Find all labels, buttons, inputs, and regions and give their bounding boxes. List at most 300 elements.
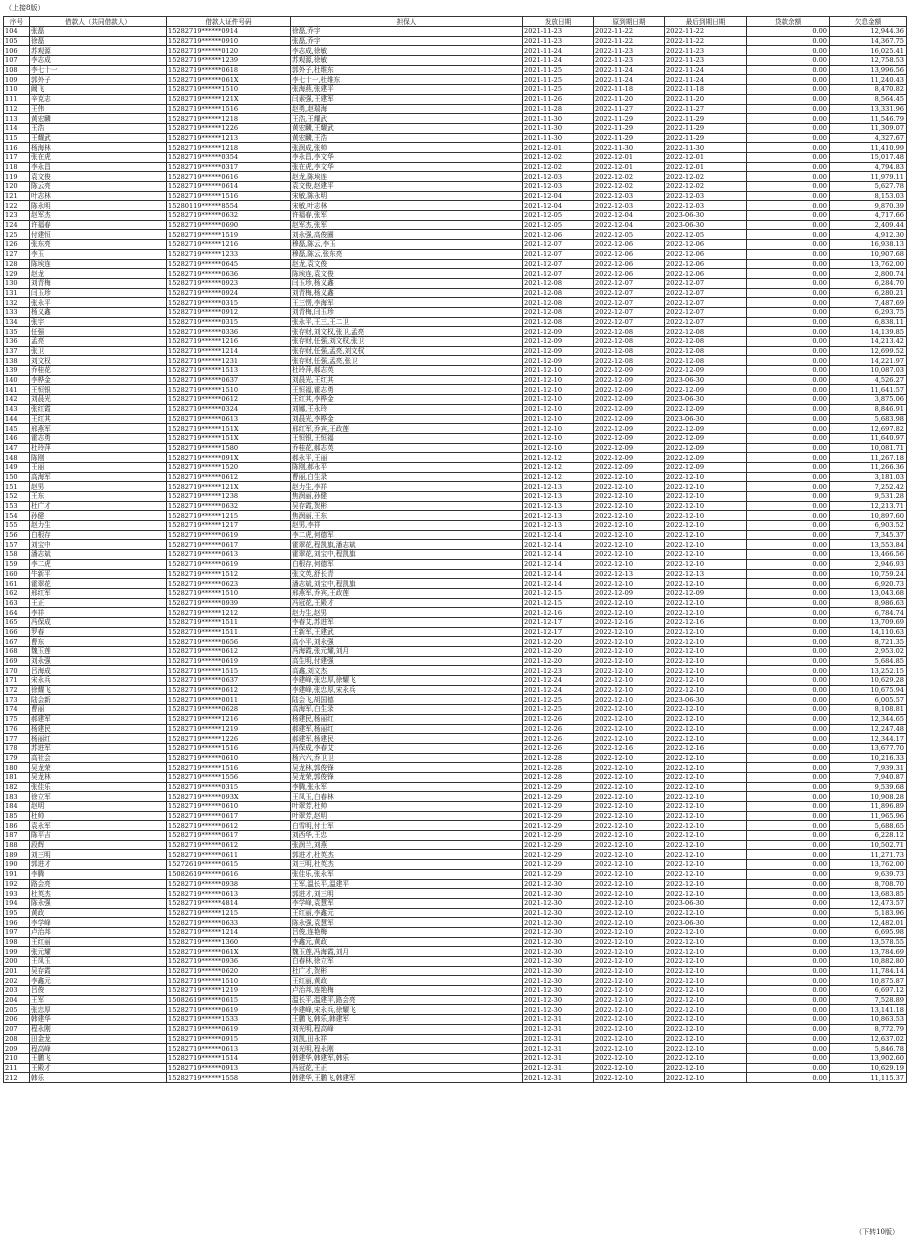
cell-interest-owed: 10,216.33: [830, 753, 907, 763]
cell-interest-owed: 2,409.44: [830, 220, 907, 230]
cell-guarantor: 冯海霞,张元耀,刘月: [291, 647, 523, 657]
table-row: [4, 734, 907, 744]
cell-original-due-date: 2022-12-10: [594, 492, 665, 502]
cell-issue-date: 2021-11-25: [523, 85, 594, 95]
cell-issue-date: 2021-12-07: [523, 249, 594, 259]
cell-loan-balance: 0.00: [747, 898, 830, 908]
cell-original-due-date: 2022-12-07: [594, 307, 665, 317]
cell-index: 144: [4, 414, 30, 424]
cell-borrower: 赵明: [30, 802, 167, 812]
cell-loan-balance: 0.00: [747, 937, 830, 947]
cell-original-due-date: 2022-12-10: [594, 714, 665, 724]
table-row: [4, 1005, 907, 1015]
cell-final-due-date: 2022-12-01: [665, 162, 747, 172]
cell-id-number: 15282719******1556: [167, 772, 291, 782]
cell-id-number: 15282719******1520: [167, 462, 291, 472]
cell-issue-date: 2021-12-10: [523, 366, 594, 376]
cell-borrower: 王凤玉: [30, 957, 167, 967]
cell-loan-balance: 0.00: [747, 191, 830, 201]
cell-borrower: 李鑫元: [30, 976, 167, 986]
cell-borrower: 李七十一: [30, 65, 167, 75]
cell-interest-owed: 6,695.98: [830, 927, 907, 937]
cell-issue-date: 2021-12-05: [523, 211, 594, 221]
cell-issue-date: 2021-12-10: [523, 404, 594, 414]
cell-loan-balance: 0.00: [747, 714, 830, 724]
cell-loan-balance: 0.00: [747, 743, 830, 753]
cell-final-due-date: 2022-12-06: [665, 240, 747, 250]
cell-final-due-date: 2022-12-10: [665, 627, 747, 637]
cell-loan-balance: 0.00: [747, 152, 830, 162]
cell-borrower: 王红丽: [30, 937, 167, 947]
cell-issue-date: 2021-12-25: [523, 695, 594, 705]
cell-borrower: 李玉: [30, 249, 167, 259]
cell-original-due-date: 2022-11-20: [594, 94, 665, 104]
cell-index: 127: [4, 249, 30, 259]
cell-issue-date: 2021-12-29: [523, 792, 594, 802]
cell-guarantor: 李春艾,苏进军: [291, 617, 523, 627]
cell-borrower: 冯保成: [30, 617, 167, 627]
cell-interest-owed: 5,683.98: [830, 414, 907, 424]
cell-guarantor: 白春林,徐立军: [291, 957, 523, 967]
cell-id-number: 15282719******0613: [167, 889, 291, 899]
cell-guarantor: 吕俊,连艳梅: [291, 927, 523, 937]
cell-loan-balance: 0.00: [747, 685, 830, 695]
cell-interest-owed: 12,482.01: [830, 918, 907, 928]
cell-loan-balance: 0.00: [747, 608, 830, 618]
cell-interest-owed: 11,266.36: [830, 462, 907, 472]
cell-issue-date: 2021-12-10: [523, 424, 594, 434]
cell-original-due-date: 2022-12-09: [594, 366, 665, 376]
cell-index: 140: [4, 375, 30, 385]
cell-id-number: 15282719******1231: [167, 356, 291, 366]
cell-interest-owed: 8,772.79: [830, 1024, 907, 1034]
cell-issue-date: 2021-12-10: [523, 414, 594, 424]
cell-issue-date: 2021-12-20: [523, 656, 594, 666]
cell-id-number: 15082619******0616: [167, 869, 291, 879]
cell-interest-owed: 10,875.87: [830, 976, 907, 986]
cell-original-due-date: 2022-12-10: [594, 627, 665, 637]
cell-issue-date: 2021-12-13: [523, 492, 594, 502]
cell-original-due-date: 2022-12-10: [594, 869, 665, 879]
cell-guarantor: 刘光明,程永刚: [291, 1044, 523, 1054]
cell-interest-owed: 16,938.13: [830, 240, 907, 250]
cell-guarantor: 张文英,舒长青: [291, 569, 523, 579]
cell-interest-owed: 11,641.57: [830, 385, 907, 395]
cell-interest-owed: 10,675.94: [830, 685, 907, 695]
cell-interest-owed: 6,280.21: [830, 288, 907, 298]
cell-guarantor: 张润兰,刘燕: [291, 840, 523, 850]
cell-borrower: 王鹏飞: [30, 1053, 167, 1063]
cell-guarantor: 刘青梅,闫玉珍: [291, 307, 523, 317]
cell-issue-date: 2021-12-24: [523, 685, 594, 695]
cell-final-due-date: 2022-11-24: [665, 75, 747, 85]
cell-original-due-date: 2022-12-10: [594, 995, 665, 1005]
cell-id-number: 15282719******0637: [167, 676, 291, 686]
cell-id-number: 15282719******0915: [167, 1034, 291, 1044]
cell-issue-date: 2021-12-10: [523, 385, 594, 395]
cell-borrower: 王丽: [30, 462, 167, 472]
cell-original-due-date: 2022-12-10: [594, 608, 665, 618]
cell-guarantor: 杨六六,乔卫卫: [291, 753, 523, 763]
cell-index: 202: [4, 976, 30, 986]
cell-final-due-date: 2022-11-23: [665, 46, 747, 56]
cell-final-due-date: 2022-12-10: [665, 860, 747, 870]
cell-issue-date: 2021-12-29: [523, 869, 594, 879]
cell-original-due-date: 2022-12-10: [594, 559, 665, 569]
cell-original-due-date: 2022-12-06: [594, 259, 665, 269]
table-row: [4, 56, 907, 66]
cell-borrower: 赵龙: [30, 269, 167, 279]
cell-issue-date: 2021-12-04: [523, 201, 594, 211]
cell-id-number: 15272619******0615: [167, 860, 291, 870]
cell-guarantor: 黄宏麟,王浩: [291, 133, 523, 143]
cell-guarantor: 刘晨光,王红其: [291, 375, 523, 385]
cell-borrower: 许福春: [30, 220, 167, 230]
cell-borrower: 程永刚: [30, 1024, 167, 1034]
cell-loan-balance: 0.00: [747, 879, 830, 889]
cell-issue-date: 2021-12-14: [523, 540, 594, 550]
cell-interest-owed: 11,965.96: [830, 811, 907, 821]
cell-final-due-date: 2022-12-10: [665, 811, 747, 821]
cell-final-due-date: 2022-12-10: [665, 501, 747, 511]
table-row: [4, 404, 907, 414]
table-row: [4, 462, 907, 472]
cell-id-number: 15282719******0628: [167, 705, 291, 715]
cell-id-number: 15282719******0636: [167, 269, 291, 279]
cell-index: 210: [4, 1053, 30, 1063]
cell-final-due-date: 2022-12-10: [665, 1015, 747, 1025]
cell-loan-balance: 0.00: [747, 705, 830, 715]
cell-original-due-date: 2022-11-30: [594, 143, 665, 153]
cell-id-number: 15282719******0614: [167, 182, 291, 192]
cell-borrower: 王恒银: [30, 385, 167, 395]
cell-final-due-date: 2022-12-10: [665, 889, 747, 899]
cell-guarantor: 乔桂花,郝志英: [291, 443, 523, 453]
cell-final-due-date: 2022-12-10: [665, 986, 747, 996]
cell-final-due-date: 2023-06-30: [665, 375, 747, 385]
cell-original-due-date: 2022-12-10: [594, 782, 665, 792]
cell-index: 131: [4, 288, 30, 298]
table-row: [4, 966, 907, 976]
cell-loan-balance: 0.00: [747, 288, 830, 298]
cell-index: 196: [4, 918, 30, 928]
cell-interest-owed: 4,717.66: [830, 211, 907, 221]
cell-final-due-date: 2022-12-10: [665, 656, 747, 666]
cell-original-due-date: 2022-11-22: [594, 36, 665, 46]
cell-final-due-date: 2022-12-10: [665, 1063, 747, 1073]
cell-index: 116: [4, 143, 30, 153]
cell-id-number: 15282719******1214: [167, 927, 291, 937]
cell-interest-owed: 13,141.18: [830, 1005, 907, 1015]
cell-id-number: 15282719******0612: [167, 685, 291, 695]
cell-id-number: 15282719******1533: [167, 1015, 291, 1025]
cell-original-due-date: 2022-12-10: [594, 1063, 665, 1073]
cell-loan-balance: 0.00: [747, 1024, 830, 1034]
cell-loan-balance: 0.00: [747, 821, 830, 831]
cell-loan-balance: 0.00: [747, 908, 830, 918]
cell-guarantor: 张润成,张帅: [291, 143, 523, 153]
table-row: [4, 898, 907, 908]
cell-final-due-date: 2022-12-10: [665, 511, 747, 521]
cell-guarantor: 吴龙林,郭俊锋: [291, 763, 523, 773]
cell-original-due-date: 2022-12-10: [594, 937, 665, 947]
cell-issue-date: 2021-12-31: [523, 1044, 594, 1054]
cell-loan-balance: 0.00: [747, 957, 830, 967]
overdue-loans-table: [3, 16, 907, 1083]
table-row: [4, 143, 907, 153]
table-row: [4, 608, 907, 618]
cell-interest-owed: 4,794.83: [830, 162, 907, 172]
cell-original-due-date: 2022-12-05: [594, 230, 665, 240]
cell-interest-owed: 11,240.43: [830, 75, 907, 85]
cell-issue-date: 2021-12-29: [523, 831, 594, 841]
cell-index: 177: [4, 734, 30, 744]
cell-guarantor: 邢红军,乔宾,王政莲: [291, 424, 523, 434]
cell-index: 136: [4, 337, 30, 347]
cell-final-due-date: 2022-12-10: [665, 714, 747, 724]
table-row: [4, 327, 907, 337]
cell-index: 115: [4, 133, 30, 143]
cell-guarantor: 赵龙,袁文俊: [291, 259, 523, 269]
cell-index: 193: [4, 889, 30, 899]
cell-interest-owed: 8,470.82: [830, 85, 907, 95]
cell-index: 126: [4, 240, 30, 250]
cell-interest-owed: 14,139.85: [830, 327, 907, 337]
cell-loan-balance: 0.00: [747, 530, 830, 540]
cell-loan-balance: 0.00: [747, 976, 830, 986]
cell-final-due-date: 2022-12-08: [665, 337, 747, 347]
cell-borrower: 韩乐: [30, 1073, 167, 1083]
cell-id-number: 15282719******4814: [167, 898, 291, 908]
cell-interest-owed: 2,946.93: [830, 559, 907, 569]
cell-guarantor: 陈埃连,袁文俊: [291, 269, 523, 279]
cell-final-due-date: 2022-11-29: [665, 114, 747, 124]
cell-guarantor: 李七十一,杜维东: [291, 75, 523, 85]
cell-guarantor: 郭外子,杜维东: [291, 65, 523, 75]
cell-final-due-date: 2022-12-03: [665, 201, 747, 211]
cell-final-due-date: 2022-12-09: [665, 433, 747, 443]
cell-index: 180: [4, 763, 30, 773]
cell-issue-date: 2021-12-30: [523, 986, 594, 996]
cell-final-due-date: 2022-12-10: [665, 908, 747, 918]
cell-interest-owed: 6,228.12: [830, 831, 907, 841]
header-cell-id-number: 借款人证件号码: [167, 17, 291, 27]
cell-borrower: 杨海林: [30, 143, 167, 153]
cell-original-due-date: 2022-12-09: [594, 375, 665, 385]
cell-final-due-date: 2023-06-30: [665, 695, 747, 705]
cell-final-due-date: 2022-12-05: [665, 230, 747, 240]
cell-final-due-date: 2022-12-10: [665, 821, 747, 831]
cell-borrower: 张佳乐: [30, 782, 167, 792]
cell-issue-date: 2021-12-30: [523, 918, 594, 928]
cell-interest-owed: 11,309.07: [830, 123, 907, 133]
cell-final-due-date: 2022-12-10: [665, 1005, 747, 1015]
cell-original-due-date: 2022-12-10: [594, 840, 665, 850]
table-row: [4, 860, 907, 870]
cell-guarantor: 高海军,白生录: [291, 705, 523, 715]
cell-guarantor: 叶翠芳,赵明: [291, 811, 523, 821]
cell-interest-owed: 6,903.52: [830, 521, 907, 531]
cell-final-due-date: 2022-11-29: [665, 133, 747, 143]
cell-original-due-date: 2022-12-07: [594, 298, 665, 308]
cell-interest-owed: 4,912.30: [830, 230, 907, 240]
table-row: [4, 492, 907, 502]
cell-borrower: 袁永军: [30, 821, 167, 831]
cell-interest-owed: 6,838.11: [830, 317, 907, 327]
cell-original-due-date: 2022-12-10: [594, 579, 665, 589]
cell-issue-date: 2021-12-29: [523, 782, 594, 792]
table-row: [4, 104, 907, 114]
cell-index: 137: [4, 346, 30, 356]
cell-loan-balance: 0.00: [747, 240, 830, 250]
cell-original-due-date: 2022-12-10: [594, 472, 665, 482]
cell-interest-owed: 13,709.69: [830, 617, 907, 627]
cell-interest-owed: 12,213.71: [830, 501, 907, 511]
cell-original-due-date: 2022-12-10: [594, 637, 665, 647]
cell-guarantor: 刘青梅,杨义鑫: [291, 288, 523, 298]
cell-id-number: 15282719******0612: [167, 395, 291, 405]
cell-final-due-date: 2022-12-09: [665, 366, 747, 376]
cell-index: 139: [4, 366, 30, 376]
cell-index: 153: [4, 501, 30, 511]
cell-original-due-date: 2022-11-29: [594, 133, 665, 143]
cell-final-due-date: 2022-12-10: [665, 840, 747, 850]
cell-index: 169: [4, 656, 30, 666]
cell-index: 201: [4, 966, 30, 976]
cell-final-due-date: 2022-12-10: [665, 540, 747, 550]
cell-issue-date: 2021-12-02: [523, 162, 594, 172]
cell-issue-date: 2021-12-09: [523, 356, 594, 366]
cell-index: 148: [4, 453, 30, 463]
cell-id-number: 15282719******1238: [167, 492, 291, 502]
cell-loan-balance: 0.00: [747, 598, 830, 608]
cell-guarantor: 郝永平,王丽: [291, 453, 523, 463]
cell-issue-date: 2021-11-30: [523, 114, 594, 124]
cell-borrower: 韩建华: [30, 1015, 167, 1025]
table-row: [4, 443, 907, 453]
cell-loan-balance: 0.00: [747, 337, 830, 347]
cell-borrower: 李二虎: [30, 559, 167, 569]
cell-issue-date: 2021-12-07: [523, 259, 594, 269]
cell-id-number: 15282719******1360: [167, 937, 291, 947]
cell-guarantor: 白根存,何德军: [291, 559, 523, 569]
cell-original-due-date: 2022-12-10: [594, 530, 665, 540]
cell-id-number: 15282719******0617: [167, 540, 291, 550]
cell-id-number: 15282719******1217: [167, 521, 291, 531]
cell-original-due-date: 2022-12-10: [594, 501, 665, 511]
cell-interest-owed: 14,221.97: [830, 356, 907, 366]
cell-issue-date: 2021-12-08: [523, 317, 594, 327]
cell-borrower: 李志成: [30, 56, 167, 66]
cell-guarantor: 王三愣,李海军: [291, 298, 523, 308]
cell-id-number: 15282719******0317: [167, 162, 291, 172]
cell-issue-date: 2021-12-30: [523, 1005, 594, 1015]
table-row: [4, 375, 907, 385]
table-row: [4, 743, 907, 753]
table-row: [4, 220, 907, 230]
cell-index: 158: [4, 550, 30, 560]
cell-original-due-date: 2022-12-09: [594, 404, 665, 414]
cell-loan-balance: 0.00: [747, 1005, 830, 1015]
cell-guarantor: 苏观源,徐敏: [291, 56, 523, 66]
cell-guarantor: 宋敏,陈永明: [291, 191, 523, 201]
cell-issue-date: 2021-12-04: [523, 191, 594, 201]
cell-issue-date: 2021-12-29: [523, 811, 594, 821]
cell-id-number: 15282719******0619: [167, 1024, 291, 1034]
table-row: [4, 395, 907, 405]
cell-guarantor: 王新军,王建武: [291, 627, 523, 637]
cell-index: 108: [4, 65, 30, 75]
cell-final-due-date: 2022-12-16: [665, 617, 747, 627]
cell-interest-owed: 6,005.57: [830, 695, 907, 705]
cell-issue-date: 2021-12-14: [523, 559, 594, 569]
header-cell-interest-owed: 欠息金额: [830, 17, 907, 27]
cell-original-due-date: 2022-12-10: [594, 976, 665, 986]
cell-borrower: 田金龙: [30, 1034, 167, 1044]
cell-interest-owed: 13,762.00: [830, 860, 907, 870]
cell-index: 117: [4, 152, 30, 162]
cell-guarantor: 潘志斌,刘宝中,程凯旗: [291, 579, 523, 589]
cell-final-due-date: 2022-12-10: [665, 966, 747, 976]
cell-original-due-date: 2022-12-10: [594, 927, 665, 937]
cell-loan-balance: 0.00: [747, 753, 830, 763]
cell-loan-balance: 0.00: [747, 637, 830, 647]
table-row: [4, 414, 907, 424]
cell-id-number: 15282719******0633: [167, 918, 291, 928]
cell-original-due-date: 2022-12-06: [594, 269, 665, 279]
cell-original-due-date: 2022-12-01: [594, 152, 665, 162]
cell-interest-owed: 10,502.71: [830, 840, 907, 850]
cell-index: 194: [4, 898, 30, 908]
cell-interest-owed: 9,531.28: [830, 492, 907, 502]
cell-interest-owed: 7,345.37: [830, 530, 907, 540]
cell-index: 110: [4, 85, 30, 95]
cell-interest-owed: 13,996.56: [830, 65, 907, 75]
cell-interest-owed: 12,697.82: [830, 424, 907, 434]
cell-guarantor: 张存财,任强,刘文权,张卫: [291, 337, 523, 347]
cell-index: 156: [4, 530, 30, 540]
cell-original-due-date: 2022-11-24: [594, 75, 665, 85]
cell-loan-balance: 0.00: [747, 201, 830, 211]
cell-id-number: 15282719******1580: [167, 443, 291, 453]
cell-original-due-date: 2022-11-18: [594, 85, 665, 95]
cell-loan-balance: 0.00: [747, 36, 830, 46]
cell-loan-balance: 0.00: [747, 656, 830, 666]
cell-id-number: 15282719******1510: [167, 85, 291, 95]
cell-guarantor: 张海燕,张建平: [291, 85, 523, 95]
cell-loan-balance: 0.00: [747, 792, 830, 802]
cell-guarantor: 郭进才,刘三明: [291, 889, 523, 899]
cell-original-due-date: 2022-12-10: [594, 540, 665, 550]
table-row: [4, 714, 907, 724]
cell-loan-balance: 0.00: [747, 172, 830, 182]
cell-issue-date: 2021-12-26: [523, 724, 594, 734]
cell-issue-date: 2021-12-17: [523, 627, 594, 637]
table-row: [4, 152, 907, 162]
cell-borrower: 刘宝中: [30, 540, 167, 550]
cell-loan-balance: 0.00: [747, 114, 830, 124]
cell-issue-date: 2021-12-30: [523, 966, 594, 976]
cell-final-due-date: 2022-12-16: [665, 743, 747, 753]
cell-original-due-date: 2022-12-03: [594, 201, 665, 211]
table-row: [4, 792, 907, 802]
cell-id-number: 15282719******0354: [167, 152, 291, 162]
cell-guarantor: 赵军杰,张军: [291, 220, 523, 230]
cell-original-due-date: 2022-12-10: [594, 763, 665, 773]
cell-borrower: 张东亮: [30, 240, 167, 250]
cell-final-due-date: 2023-06-30: [665, 414, 747, 424]
cell-id-number: 15282719******0011: [167, 695, 291, 705]
